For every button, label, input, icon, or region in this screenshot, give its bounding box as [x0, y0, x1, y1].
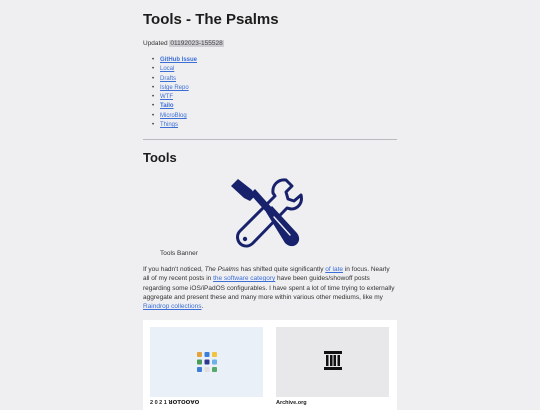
list-item — [150, 121, 197, 130]
card-app-grid[interactable] — [150, 327, 263, 397]
list-item — [150, 65, 197, 74]
list-item — [150, 93, 197, 102]
page-title: Tools - The Psalms — [143, 11, 279, 28]
list-item — [150, 56, 197, 65]
paragraph-text: If you hadn't noticed, — [143, 266, 205, 273]
link-islge-repo[interactable]: Islge Repo — [160, 84, 189, 91]
link-of-late[interactable]: of late — [325, 266, 343, 273]
intro-paragraph — [143, 265, 397, 311]
banner-caption: Tools Banner — [160, 250, 198, 257]
link-software-category[interactable]: the software category — [213, 275, 276, 283]
link-wtf[interactable]: WTF — [160, 94, 173, 101]
archive-building-icon — [324, 351, 342, 371]
section-heading: Tools — [143, 150, 177, 165]
link-local[interactable]: Local — [160, 66, 175, 73]
paragraph-emphasis: The Psalms — [204, 266, 239, 273]
paragraph-text: in focus. Nearly all of my recent posts in — [143, 266, 390, 283]
updated-timestamp: 01192023-155528 — [170, 40, 223, 47]
link-cards — [143, 320, 397, 410]
card-label: Archive.org — [276, 400, 307, 406]
link-microblog[interactable]: MicroBlog — [160, 112, 187, 119]
updated-label: Updated — [143, 40, 168, 47]
quick-links-list — [150, 56, 197, 130]
divider — [143, 139, 397, 140]
link-things[interactable]: Things — [160, 122, 179, 129]
paragraph-text: have been guides/showoff posts regarding some iOS/iPadOS configurables. I have spent a lot of time trying to externally aggregate and present these and many more within various other mediums, like my — [143, 275, 395, 301]
paragraph-text: has shifted quite significantly — [238, 266, 326, 273]
list-item — [150, 84, 197, 93]
paragraph-text: . — [201, 303, 204, 311]
list-item — [150, 75, 197, 84]
link-raindrop-collections[interactable]: Raindrop collections — [143, 303, 202, 311]
card-label: 2 0 2 1 ꓤꓳꓔꓳꓳꓯꓳ — [150, 400, 200, 406]
list-item — [150, 112, 197, 121]
tools-banner-icon — [228, 176, 304, 250]
link-drafts[interactable]: Drafts — [160, 75, 177, 82]
updated-line — [143, 40, 224, 47]
app-grid-icon — [196, 351, 218, 373]
card-archive-org[interactable] — [276, 327, 389, 397]
link-github-issue[interactable]: GitHub Issue — [160, 57, 198, 63]
list-item — [150, 102, 197, 111]
link-tailo[interactable]: Tailo — [160, 103, 174, 110]
